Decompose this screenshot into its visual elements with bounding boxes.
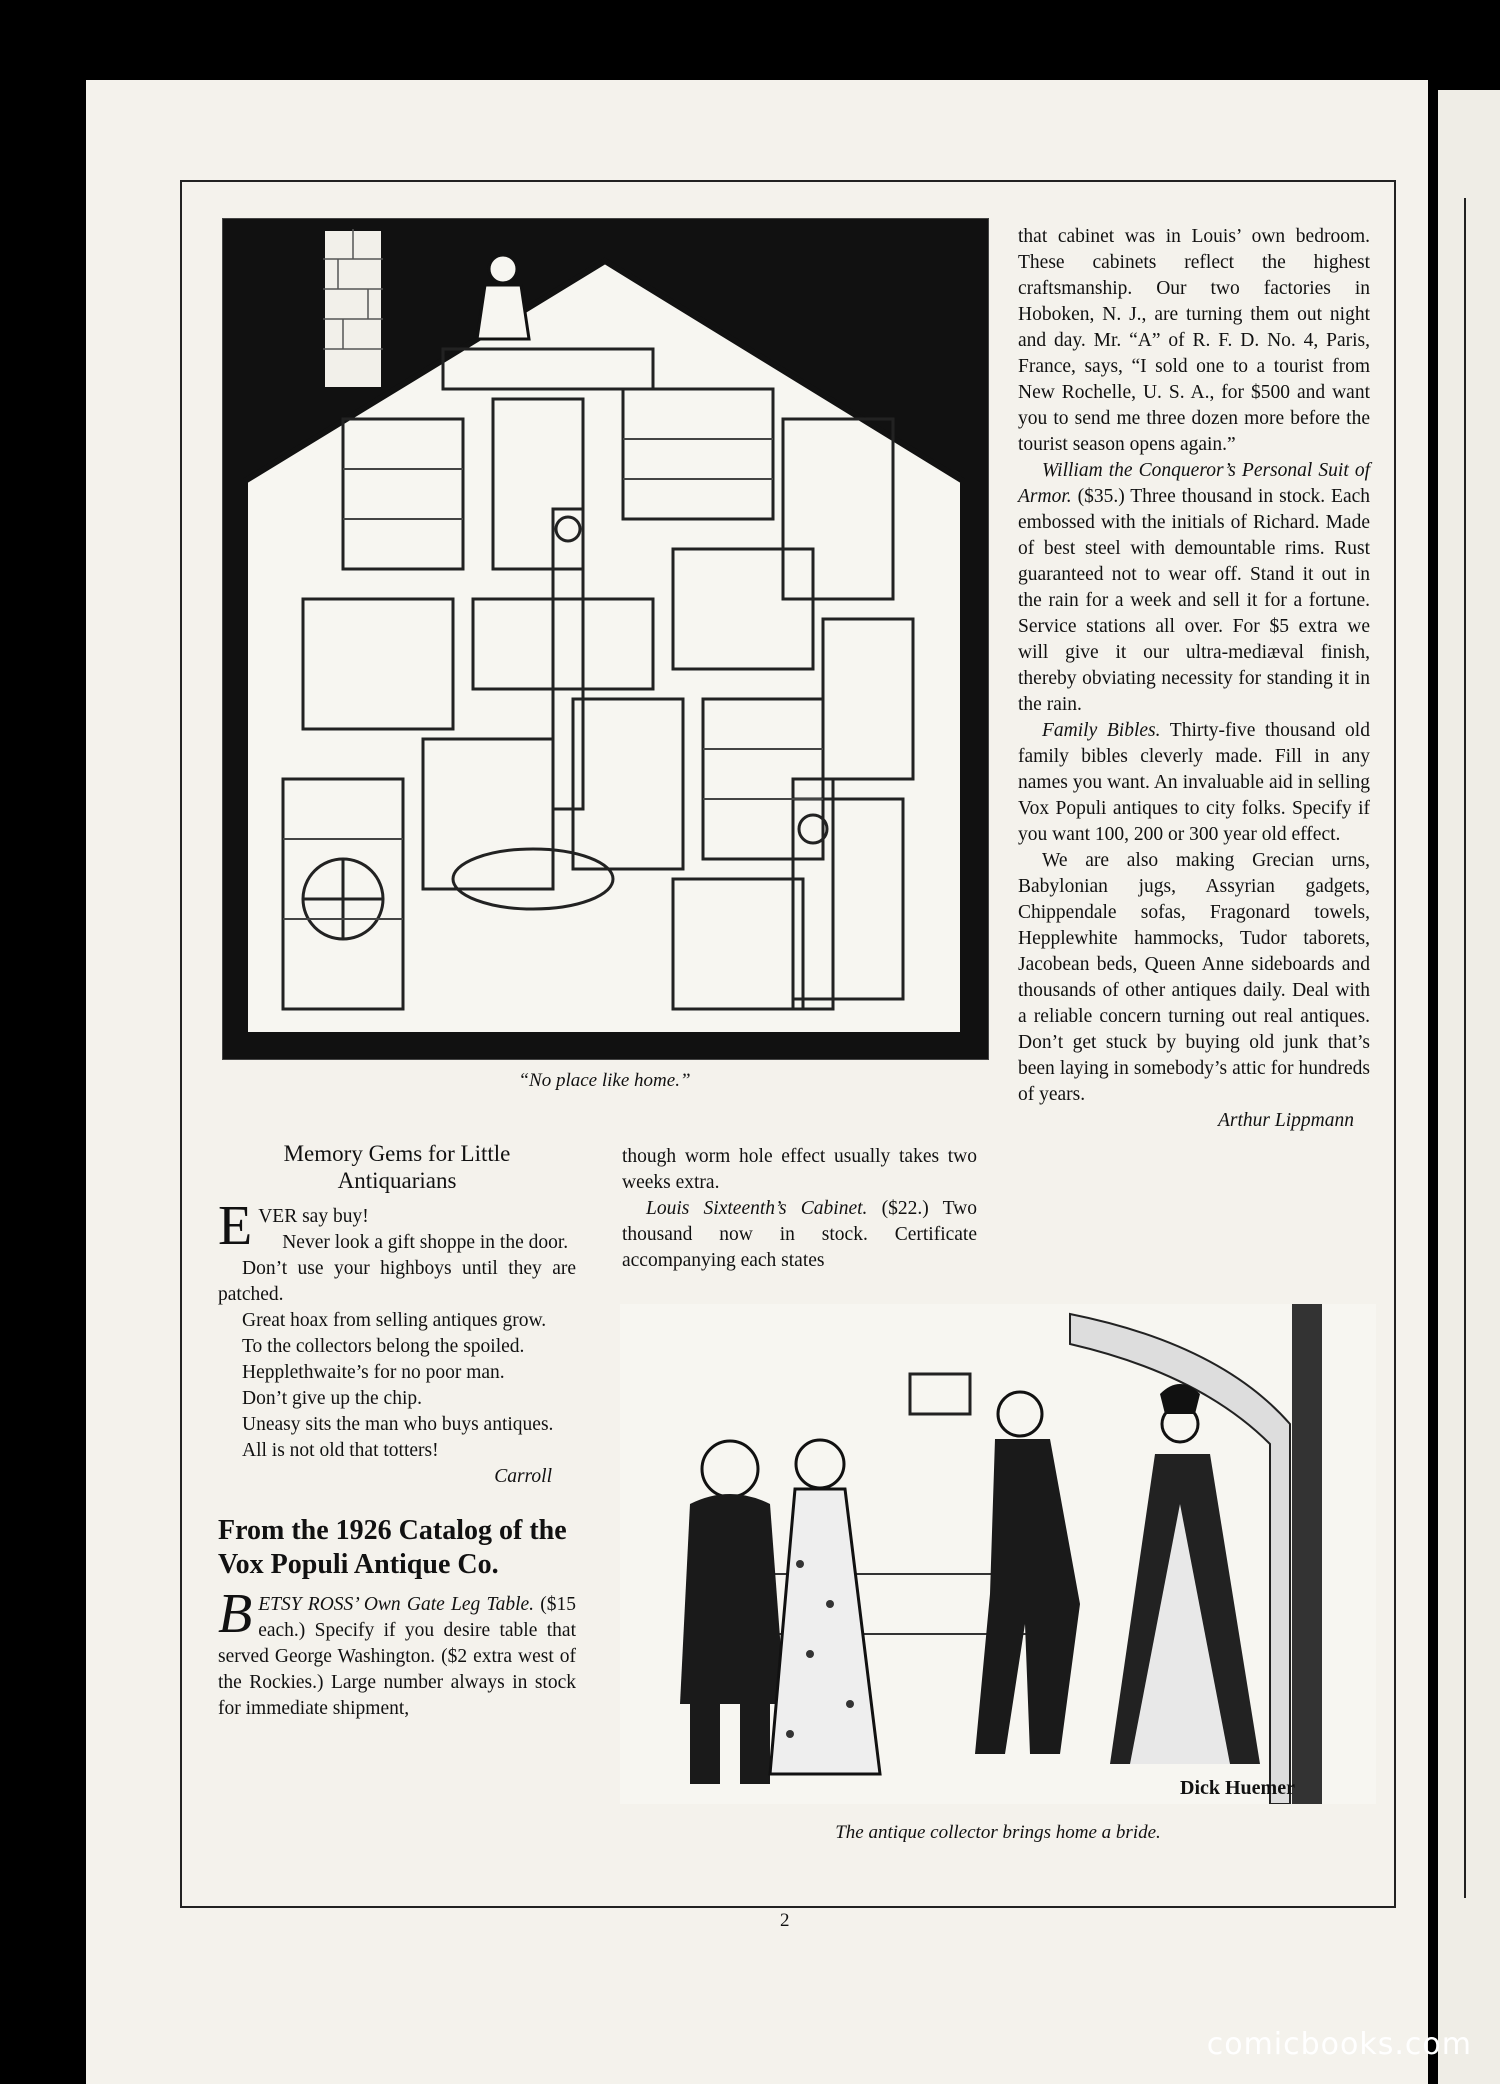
poem-line-3: Don’t use your highboys until they are patched.	[218, 1258, 576, 1305]
column-right	[1018, 224, 1370, 1134]
top-illustration-caption: “No place like home.”	[518, 1070, 691, 1091]
watermark: comicbooks.com	[1206, 2027, 1472, 2062]
poem-author: Carroll	[494, 1466, 552, 1487]
poem-line-8: Uneasy sits the man who buys antiques.	[242, 1414, 554, 1435]
catalog-paragraph-2-cont: that cabinet was in Louis’ own bedroom. These cabinets reflect the highest craftsmanship. Our two factories in Hoboken, N. J., are turning them out night and day. Mr. “A” of R. F. D. No. 4, Paris, France, says, “I sold one to a tourist from New Rochelle, U. S. A., for $500 and want you to send me three dozen more before the tourist season opens again.”	[1018, 226, 1370, 455]
poem-drop-cap: E	[218, 1195, 253, 1257]
catalog-author: Arthur Lippmann	[1218, 1110, 1354, 1131]
catalog-paragraph-1: BETSY ROSS’ Own Gate Leg Table. ($15 each.) Specify if you desire table that served George Washington. ($2 extra west of the Rockies.) Large number always in stock for immediate shipment,	[218, 1583, 576, 1719]
column-left	[218, 1140, 576, 1722]
poem-line-1: EVER say buy!	[218, 1195, 369, 1257]
collector-bride-illustration	[620, 1304, 1376, 1804]
catalog-paragraph-4: Family Bibles. Thirty-five thousand old family bibles cleverly made. Fill in any names you want. An invaluable aid in selling Vox Populi antiques to city folks. Specify if you want 100, 200 or 300 year old effect.	[1018, 720, 1370, 845]
poem-line-2: Never look a gift shoppe in the door.	[282, 1232, 569, 1253]
poem-line-5: To the collectors belong the spoiled.	[242, 1336, 525, 1357]
poem-line-7: Don’t give up the chip.	[242, 1388, 422, 1409]
catalog-title: From the 1926 Catalog of the Vox Populi Antique Co.	[218, 1515, 567, 1580]
house-of-furniture-illustration	[222, 218, 989, 1060]
page-number: 2	[780, 1910, 790, 1931]
catalog-paragraph-1-cont: though worm hole effect usually takes two weeks extra.	[622, 1146, 977, 1193]
poem-line-4: Great hoax from selling antiques grow.	[242, 1310, 547, 1331]
poem-line-9: All is not old that totters!	[242, 1440, 439, 1461]
facing-page-edge	[1438, 90, 1500, 2084]
poem-line-6: Hepplethwaite’s for no poor man.	[242, 1362, 505, 1383]
poem-title: Memory Gems for Little Antiquarians	[283, 1141, 511, 1193]
bottom-illustration-signature: Dick Huemer	[1180, 1777, 1295, 1799]
catalog-paragraph-2: Louis Sixteenth’s Cabinet. ($22.) Two thousand now in stock. Certificate accompanying each states	[622, 1198, 978, 1271]
bottom-illustration-caption: The antique collector brings home a bride.	[835, 1822, 1161, 1843]
catalog-paragraph-5: We are also making Grecian urns, Babylonian jugs, Assyrian gadgets, Chippendale sofas, Fragonard towels, Hepplewhite hammocks, Tudor taborets, Jacobean beds, Queen Anne sideboards and thousands of other antiques daily. Deal with a reliable concern turning out real antiques. Don’t get stuck by buying old junk that’s been laying in somebody’s attic for hundreds of years.	[1018, 850, 1370, 1105]
catalog-drop-cap: B	[218, 1583, 253, 1645]
catalog-paragraph-3: William the Conqueror’s Personal Suit of Armor. ($35.) Three thousand in stock. Each embossed with the initials of Richard. Made of best steel with demountable rims. Rust guaranteed not to wear off. Stand it out in the rain for a week and sell it for a fortune. Service stations all over. For $5 extra we will give it our ultra-mediæval finish, thereby obviating necessity for standing it in the rain.	[1018, 460, 1371, 715]
column-middle	[622, 1144, 977, 1274]
